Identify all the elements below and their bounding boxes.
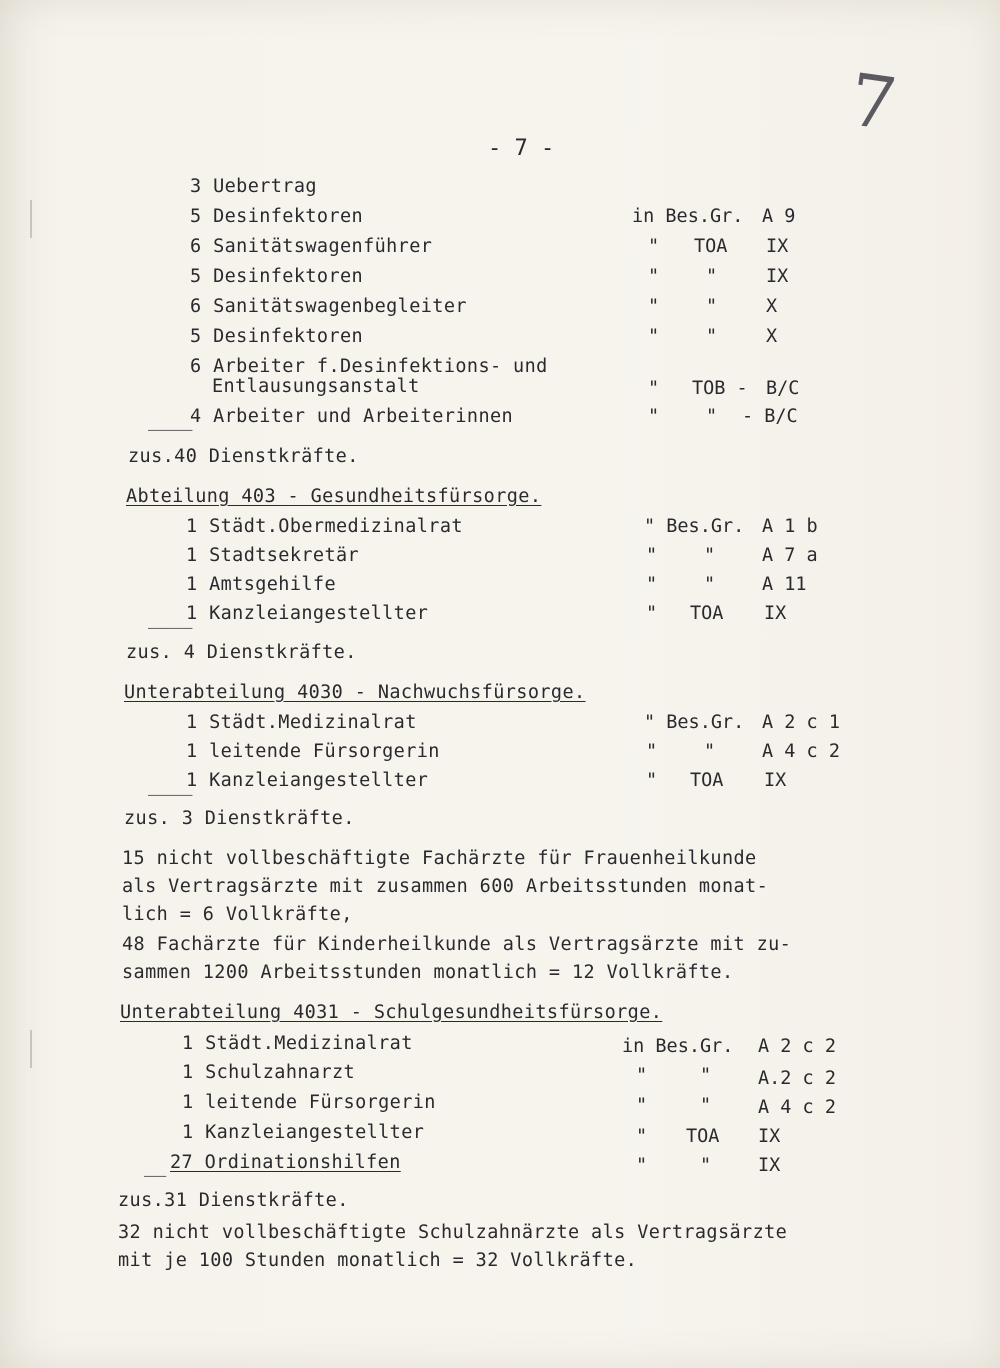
row-pay-group: in Bes.Gr. <box>622 1036 734 1057</box>
row-grade: IX <box>758 1155 781 1176</box>
sum-dash: __ <box>144 1156 167 1177</box>
row-grade: A 2 c 1 <box>762 712 840 733</box>
row-ditto: " <box>636 1155 648 1176</box>
row-ditto: " <box>648 236 660 257</box>
row-name: 1 leitende Fürsorgerin <box>182 1092 436 1113</box>
row-ditto: " <box>646 770 658 791</box>
row-ditto: " <box>636 1065 648 1086</box>
total-line: zus.40 Dienstkräfte. <box>128 446 359 467</box>
row-grade: IX <box>766 266 789 287</box>
row-ditto: " <box>706 266 718 287</box>
row-name: 3 Uebertrag <box>190 176 317 197</box>
row-ditto: " <box>700 1155 712 1176</box>
row-name: 1 Schulzahnarzt <box>182 1062 356 1083</box>
row-ditto: " <box>646 574 658 595</box>
row-name: 1 Kanzleiangestellter <box>186 770 429 791</box>
row-ditto: " <box>648 378 660 399</box>
total-line: zus. 3 Dienstkräfte. <box>124 808 355 829</box>
row-ditto: " <box>648 406 660 427</box>
row-name: 1 Amtsgehilfe <box>186 574 336 595</box>
row-grade: A 9 <box>762 206 796 227</box>
row-grade: IX <box>764 770 787 791</box>
row-ditto: " <box>646 741 658 762</box>
sum-dash: ____ <box>148 775 193 796</box>
row-name: 1 Städt.Medizinalrat <box>182 1033 413 1054</box>
row-ditto: " <box>704 574 716 595</box>
row-ditto: " <box>706 326 718 347</box>
row-ditto: " <box>706 406 718 427</box>
row-ditto: " <box>636 1095 648 1116</box>
row-name: 6 Sanitätswagenführer <box>190 236 433 257</box>
row-grade: A.2 c 2 <box>758 1068 836 1089</box>
row-grade: IX <box>758 1126 781 1147</box>
row-grade: A 7 a <box>762 545 818 566</box>
row-pay-group: in Bes.Gr. <box>632 206 744 227</box>
row-pay-group: " Bes.Gr. <box>644 712 745 733</box>
handwritten-page-number: 7 <box>844 57 902 147</box>
row-grade: IX <box>764 603 787 624</box>
row-ditto: " <box>636 1126 648 1147</box>
row-grade: B/C <box>766 378 800 399</box>
section-heading: Unterabteilung 4030 - Nachwuchsfürsorge. <box>124 682 586 703</box>
row-name: 5 Desinfektoren <box>190 266 364 287</box>
row-name: 1 Stadtsekretär <box>186 545 360 566</box>
row-name: 27 Ordinationshilfen <box>170 1152 401 1173</box>
row-grade: A 2 c 2 <box>758 1036 836 1057</box>
note-line: mit je 100 Stunden monatlich = 32 Vollkräfte. <box>118 1250 638 1271</box>
row-ditto: " <box>704 545 716 566</box>
row-tariff: TOA <box>690 603 724 624</box>
row-grade: - B/C <box>742 406 798 427</box>
row-name: 1 leitende Fürsorgerin <box>186 741 440 762</box>
row-tariff: TOA <box>686 1126 720 1147</box>
row-ditto: " <box>648 266 660 287</box>
row-grade: A 1 b <box>762 516 818 537</box>
row-name: 5 Desinfektoren <box>190 326 364 347</box>
section-heading: Abteilung 403 - Gesundheitsfürsorge. <box>126 486 542 507</box>
row-ditto: " <box>648 296 660 317</box>
row-ditto: " <box>704 741 716 762</box>
punch-mark <box>30 200 38 238</box>
row-ditto: " <box>646 603 658 624</box>
row-name: 1 Kanzleiangestellter <box>186 603 429 624</box>
note-line: sammen 1200 Arbeitsstunden monatlich = 12 Vollkräfte. <box>122 962 734 983</box>
row-name: 1 Städt.Medizinalrat <box>186 712 417 733</box>
row-tariff: TOB - <box>692 378 748 399</box>
note-line: 15 nicht vollbeschäftigte Fachärzte für Frauenheilkunde <box>122 848 757 869</box>
row-name-continued: Entlausungsanstalt <box>212 376 420 397</box>
row-ditto: " <box>700 1095 712 1116</box>
row-name: 6 Arbeiter f.Desinfektions- und <box>190 356 548 377</box>
row-name: 1 Kanzleiangestellter <box>182 1122 425 1143</box>
row-name: 6 Sanitätswagenbegleiter <box>190 296 467 317</box>
row-ditto: " <box>700 1065 712 1086</box>
row-grade: X <box>766 296 778 317</box>
note-line: 48 Fachärzte für Kinderheilkunde als Vertragsärzte mit zu- <box>122 934 792 955</box>
row-ditto: " <box>648 326 660 347</box>
row-grade: A 4 c 2 <box>762 741 840 762</box>
row-pay-group: " Bes.Gr. <box>644 516 745 537</box>
sum-dash: ____ <box>148 410 193 431</box>
note-line: als Vertragsärzte mit zusammen 600 Arbeitsstunden monat- <box>122 876 769 897</box>
total-line: zus.31 Dienstkräfte. <box>118 1190 349 1211</box>
row-tariff: TOA <box>690 770 724 791</box>
note-line: lich = 6 Vollkräfte, <box>122 904 353 925</box>
row-name: 1 Städt.Obermedizinalrat <box>186 516 463 537</box>
sum-dash: ____ <box>148 608 193 629</box>
row-ditto: " <box>646 545 658 566</box>
row-grade: A 11 <box>762 574 807 595</box>
row-name: 5 Desinfektoren <box>190 206 364 227</box>
row-grade: X <box>766 326 778 347</box>
row-grade: IX <box>766 236 789 257</box>
punch-mark <box>30 1030 38 1068</box>
row-tariff: TOA <box>694 236 728 257</box>
row-name: 4 Arbeiter und Arbeiterinnen <box>190 406 514 427</box>
note-line: 32 nicht vollbeschäftigte Schulzahnärzte als Vertragsärzte <box>118 1222 788 1243</box>
row-grade: A 4 c 2 <box>758 1097 836 1118</box>
total-line: zus. 4 Dienstkräfte. <box>126 642 357 663</box>
page-number: - 7 - <box>488 136 555 161</box>
section-heading: Unterabteilung 4031 - Schulgesundheitsfürsorge. <box>120 1002 663 1023</box>
row-ditto: " <box>706 296 718 317</box>
